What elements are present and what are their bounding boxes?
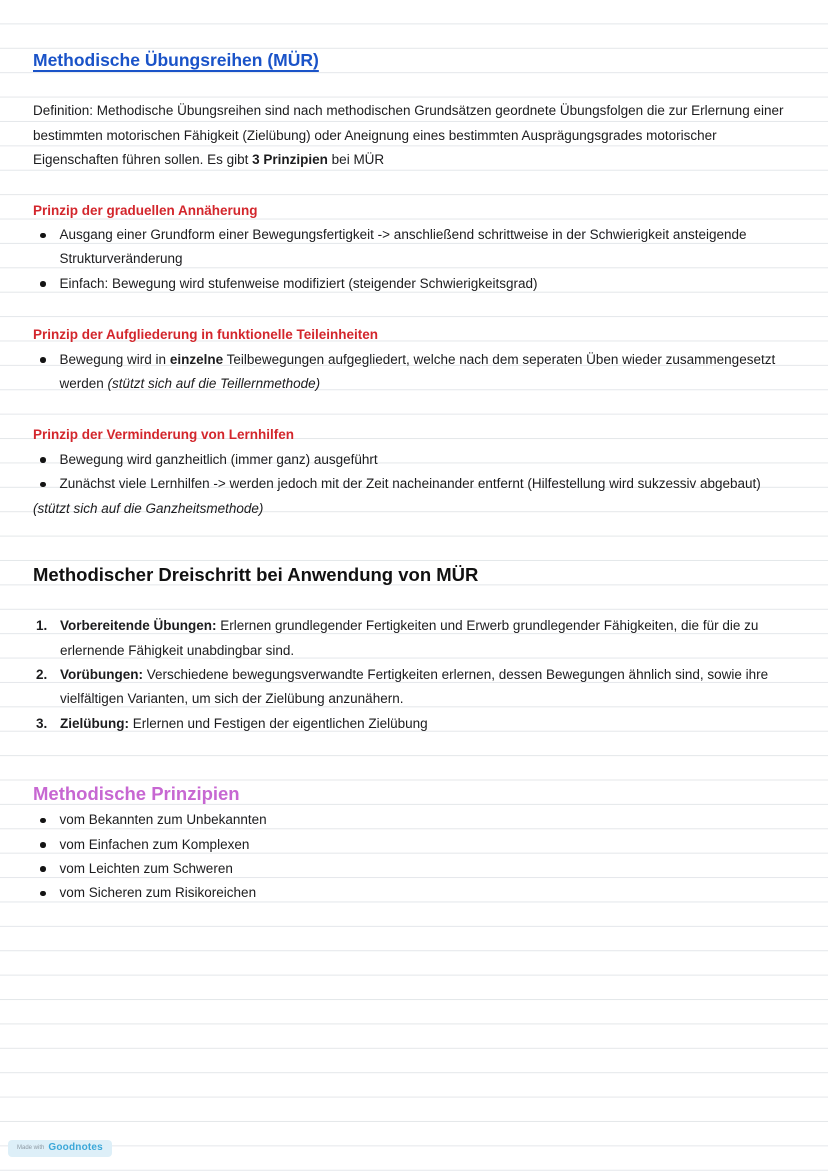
list-item xyxy=(33,272,795,296)
definition-tail: bei MÜR xyxy=(327,152,385,168)
bullet-icon xyxy=(40,842,46,848)
item-label: Zielübung: xyxy=(60,715,129,731)
goodnotes-brand-label: Goodnotes xyxy=(48,1142,103,1153)
bullet-icon xyxy=(40,866,46,872)
list-item xyxy=(33,881,795,905)
definition-text: Definition: Methodische Übungsreihen sind nach methodischen Grundsätzen geordnete Übungsfolgen die zur Erlernung einer bestimmten motorischen Fähigkeit (Zielübung) oder Aneignung eines bestimmten Ausprägungsgrades motorischer Eigenschaften führen sollen. Es gibt xyxy=(33,103,784,168)
definition-paragraph xyxy=(33,99,795,172)
page-content xyxy=(33,0,795,906)
bullet-text: Ausgang einer Grundform einer Bewegungsfertigkeit -> anschließend schrittweise in der Schwierigkeit ansteigende Strukturveränderung xyxy=(59,227,747,267)
item-number: 3. xyxy=(36,715,48,731)
list-item xyxy=(33,833,795,857)
bullet-icon xyxy=(40,233,46,239)
bullet-icon xyxy=(40,482,46,488)
bullet-text: Zunächst viele Lernhilfen -> werden jedoch mit der Zeit nacheinander entfernt (Hilfestellung wird sukzessiv abgebaut) xyxy=(59,476,761,492)
item-body: Erlernen grundlegender Fertigkeiten und Erwerb grundlegender Fähigkeiten, die für die zu erlernende Fähigkeit unabdingbar sind. xyxy=(60,618,759,658)
item-label: Vorbereitende Übungen: xyxy=(60,618,217,634)
bullet-segment: Bewegung wird in xyxy=(59,351,170,367)
list-item xyxy=(33,348,795,397)
bullet-icon xyxy=(40,457,46,463)
numbered-item xyxy=(33,712,795,736)
page-title: Methodische Übungsreihen (MÜR) xyxy=(33,50,319,70)
italic-note: (stützt sich auf die Ganzheitsmethode) xyxy=(33,500,264,516)
item-text xyxy=(60,614,795,663)
item-body: Verschiedene bewegungsverwandte Fertigkeiten erlernen, dessen Bewegungen ähnlich sind, sowie ihre vielfältigen Varianten, um sich der Zielübung anzunähern. xyxy=(60,666,769,707)
bullet-icon xyxy=(40,891,46,897)
bullet-segment: Teilbewegungen aufgegliedert, welche nach dem seperaten Üben wieder zusammengesetzt werden xyxy=(59,351,776,392)
bullet-italic-note: (stützt sich auf die Teillernmethode) xyxy=(107,376,321,392)
numbered-list xyxy=(33,614,795,736)
bullet-icon xyxy=(40,357,46,363)
bullet-list xyxy=(33,808,795,906)
made-with-label: Made with xyxy=(17,1145,45,1151)
list-item xyxy=(33,808,795,832)
item-text xyxy=(60,663,795,712)
bullet-icon xyxy=(40,281,46,287)
item-number: 1. xyxy=(36,618,48,634)
item-label: Vorübungen: xyxy=(60,666,143,682)
bullet-icon xyxy=(40,818,46,824)
list-item xyxy=(33,472,795,496)
bullet-text: vom Bekannten zum Unbekannten xyxy=(59,812,267,828)
item-number: 2. xyxy=(36,666,48,682)
numbered-item xyxy=(33,614,795,663)
heading-prinzip-graduelle-annaeherung: Prinzip der graduellen Annäherung xyxy=(33,202,258,218)
bullet-text: vom Einfachen zum Komplexen xyxy=(59,836,250,852)
bullet-text: vom Sicheren zum Risikoreichen xyxy=(59,885,257,901)
list-item xyxy=(33,448,795,472)
bullet-text xyxy=(60,348,796,397)
heading-methodischer-dreischritt: Methodischer Dreischritt bei Anwendung von MÜR xyxy=(33,564,479,586)
bullet-text: vom Leichten zum Schweren xyxy=(59,860,233,876)
item-body: Erlernen und Festigen der eigentlichen Zielübung xyxy=(128,715,428,731)
bullet-list xyxy=(33,223,795,296)
list-item xyxy=(33,223,795,272)
goodnotes-badge[interactable] xyxy=(8,1140,112,1157)
heading-prinzip-verminderung: Prinzip der Verminderung von Lernhilfen xyxy=(33,427,295,443)
item-text xyxy=(60,712,795,736)
bullet-text: Einfach: Bewegung wird stufenweise modifiziert (steigender Schwierigkeitsgrad) xyxy=(59,275,538,291)
definition-bold-phrase: 3 Prinzipien xyxy=(252,152,328,168)
bullet-bold-word: einzelne xyxy=(169,351,224,367)
list-item xyxy=(33,857,795,881)
bullet-text: Bewegung wird ganzheitlich (immer ganz) ausgeführt xyxy=(59,451,378,467)
heading-prinzip-aufgliederung: Prinzip der Aufgliederung in funktionelle Teileinheiten xyxy=(33,327,379,343)
heading-methodische-prinzipien: Methodische Prinzipien xyxy=(33,783,240,805)
bullet-list xyxy=(33,448,795,497)
numbered-item xyxy=(33,663,795,712)
bullet-list xyxy=(33,348,795,397)
